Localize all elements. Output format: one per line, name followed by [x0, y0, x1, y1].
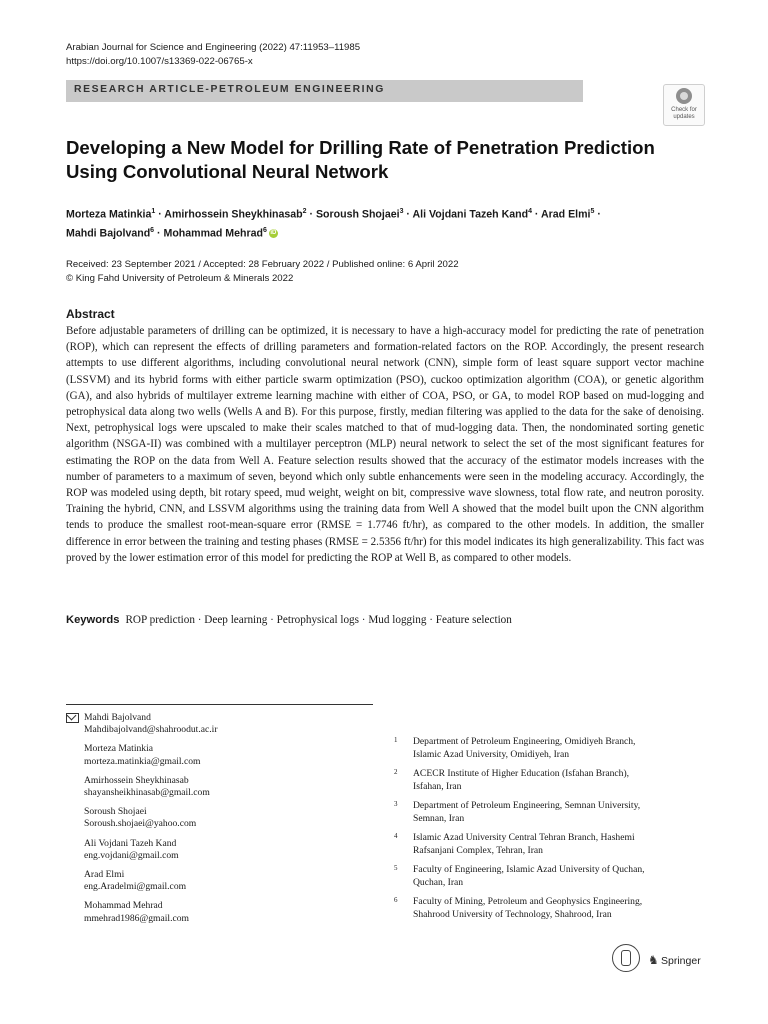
affiliation-line: ACECR Institute of Higher Education (Isfahan Branch),: [413, 767, 630, 779]
author-affiliation-mark: 6: [150, 226, 155, 234]
author-affiliation-mark: 3: [399, 208, 404, 215]
orcid-icon[interactable]: iD: [270, 229, 277, 236]
springer-logo-icon: [612, 944, 640, 972]
author-affiliation-mark: 4: [528, 208, 532, 215]
crossmark-circle: [676, 88, 692, 104]
author-name[interactable]: Ali Vojdani Tazeh Kand: [412, 208, 529, 221]
affiliation-item: [394, 768, 694, 793]
envelope-icon: [66, 713, 79, 723]
correspondence-entry: [84, 806, 366, 830]
affiliation-line: Department of Petroleum Engineering, Semnan University,: [413, 799, 641, 811]
affiliation-line: Faculty of Engineering, Islamic Azad University of Quchan,: [413, 863, 645, 875]
affiliation-number: 3: [394, 799, 398, 808]
affiliation-number: 6: [394, 895, 398, 904]
journal-header: [66, 41, 360, 69]
affiliation-item: [394, 832, 694, 857]
author-name[interactable]: Arad Elmi: [541, 208, 591, 221]
correspondence-entry: [84, 775, 366, 799]
contact-email[interactable]: morteza.matinkia@gmail.com: [84, 755, 201, 767]
section-bar: [66, 80, 583, 102]
publisher-name: Springer: [661, 955, 701, 967]
affiliation-item: [394, 800, 694, 825]
affiliation-line: Department of Petroleum Engineering, Omidiyeh Branch,: [413, 736, 636, 747]
contact-name: Amirhossein Sheykhinasab: [84, 774, 189, 786]
affiliation-item: [394, 864, 694, 889]
correspondence-entry: [84, 838, 366, 862]
contact-name: Mahdi Bajolvand: [84, 712, 151, 723]
keywords-heading: Keywords: [66, 614, 120, 626]
keywords: [66, 614, 512, 626]
contact-name: Arad Elmi: [84, 869, 125, 881]
author-affiliation-mark: 6: [262, 226, 267, 234]
contact-email[interactable]: Mahdibajolvand@shahroodut.ac.ir: [84, 724, 218, 736]
affiliation-line: Shahrood University of Technology, Shahrood, Iran: [413, 908, 612, 920]
author-name[interactable]: Soroush Shojaei: [315, 208, 400, 221]
author-name[interactable]: Mohammad Mehrad: [163, 227, 263, 240]
affiliation-item: [394, 736, 694, 761]
affiliation-number: 2: [394, 767, 398, 776]
crossmark-label-1: Check for: [671, 107, 697, 113]
copyright-line: © King Fahd University of Petroleum & Minerals 2022: [66, 273, 294, 284]
author-list: Morteza Matinkia$^1$ · Amirhossein Sheykhinasab$^2$ · Soroush Shojaei$^3$ · Ali Vojdani Tazeh Kand$^4$ · Arad Elmi$^5$ · Mahdi Bajolvand$^6$ · Mohammad Mehrad$^6$ iD: [66, 208, 601, 240]
paper-title: Developing a New Model for Drilling Rate of Penetration Prediction Using Convolutional Neural Network: [66, 137, 655, 182]
author-affiliation-mark: 1: [151, 208, 156, 215]
abstract-heading: Abstract: [66, 307, 115, 321]
affiliation-number: 4: [394, 831, 398, 840]
contact-name: Soroush Shojaei: [84, 806, 147, 818]
affiliation-line: Islamic Azad University Central Tehran Branch, Hashemi: [413, 831, 635, 843]
affiliation-item: [394, 896, 694, 921]
dates-line: Received: 23 September 2021 / Accepted: 28 February 2022 / Published online: 6 April 2022: [66, 259, 459, 270]
affiliation-line: Rafsanjani Complex, Tehran, Iran: [413, 844, 543, 856]
author-name[interactable]: Morteza Matinkia: [66, 208, 152, 221]
correspondence-entry: [84, 712, 366, 736]
correspondence-list: [66, 712, 366, 932]
affiliation-line: Islamic Azad University, Omidiyeh, Iran: [413, 748, 570, 760]
publication-dates: [66, 258, 459, 286]
affiliation-list: [394, 736, 694, 928]
section-label: RESEARCH ARTICLE-PETROLEUM ENGINEERING: [74, 84, 385, 95]
springer-horse-icon: ♞: [648, 953, 659, 967]
contact-name: Mohammad Mehrad: [84, 900, 163, 912]
correspondence-entry: [84, 743, 366, 767]
contact-email[interactable]: eng.Aradelmi@gmail.com: [84, 881, 187, 893]
affiliation-number: 1: [394, 736, 398, 744]
affiliation-line: Faculty of Mining, Petroleum and Geophysics Engineering,: [413, 895, 643, 907]
crossmark-label-2: updates: [673, 114, 695, 120]
affiliation-line: Quchan, Iran: [413, 876, 464, 888]
contact-email[interactable]: mmehrad1986@gmail.com: [84, 912, 190, 924]
author-name[interactable]: Mahdi Bajolvand: [66, 227, 151, 240]
affiliation-number: 5: [394, 863, 398, 872]
author-name[interactable]: Amirhossein Sheykhinasab: [164, 208, 303, 221]
contact-email[interactable]: Soroush.shojaei@yahoo.com: [84, 818, 197, 830]
author-affiliation-mark: 2: [302, 208, 307, 215]
doi-link[interactable]: https://doi.org/10.1007/s13369-022-06765-x: [66, 56, 253, 67]
abstract-text: Before adjustable parameters of drilling can be optimized, it is necessary to have a high-accuracy model for predicting the rate of penetration (ROP), which can represent the effects of drilling parameters and formation-related factors on the ROP. Accordingly, the present research attempts to use different algorithms, including convolutional neural network (CNN), simple form of least square support vector machine (LSSVM) and its hybrid forms with either particle swarm optimization (PSO), cuckoo optimization algorithm (COA), or genetic algorithm (GA), and also hybrids of multilayer extreme learning machine with either of COA, PSO, or GA, to model ROP based on mud-logging and petrophysical data along two wells (Wells A and B). For this purpose, firstly, median filtering was applied to the data for the sake of denoising. Next, petrophysical logs were upscaled to make their scales matched to that of mud-logging data. Then, the nondominated sorting genetic algorithm (NSGA-II) was combined with a multilayer perceptron (MLP) neural network to select the set of the most significant features for estimating the ROP on the data from Well A. Feature selection results showed that the accuracy of the estimator models increases with the number of parameters to a maximum of seven, beyond which only subtle enhancements were seen in the modeling accuracy. Accordingly, the ROP was modeled using depth, bit rotary speed, mud weight, weight on bit, compressive wave slowness, total flow rate, and neutron porosity. Training the hybrid, CNN, and LSSVM algorithms using the training data from Well A showed that the model built upon the CNN algorithm tends to produce the smallest root-mean-square error (RMSE = 1.7746 ft/hr), as compared to the other models. In addition, the smaller difference in error between the training and testing phases (RMSE = 2.5356 ft/hr) for this model indicates its high generalizability. This fact was proved by the lower estimation error of this model for predicting the ROP at Well B, as compared to other models.: [66, 325, 704, 564]
contact-email[interactable]: shayansheikhinasab@gmail.com: [84, 787, 210, 799]
contact-name: Morteza Matinkia: [84, 743, 153, 755]
contact-name: Ali Vojdani Tazeh Kand: [84, 837, 177, 849]
contact-email[interactable]: eng.vojdani@gmail.com: [84, 849, 179, 861]
crossmark-icon[interactable]: [663, 84, 705, 126]
affiliation-line: Isfahan, Iran: [413, 780, 462, 792]
correspondence-entry: [84, 900, 366, 924]
correspondence-entry: [84, 869, 366, 893]
affiliation-line: Semnan, Iran: [413, 812, 465, 824]
journal-citation: Arabian Journal for Science and Engineering (2022) 47:11953–11985: [66, 42, 361, 53]
author-affiliation-mark: 5: [590, 208, 595, 215]
keywords-text: ROP prediction · Deep learning · Petrophysical logs · Mud logging · Feature selection: [125, 614, 512, 626]
footnote-divider: [66, 704, 373, 705]
